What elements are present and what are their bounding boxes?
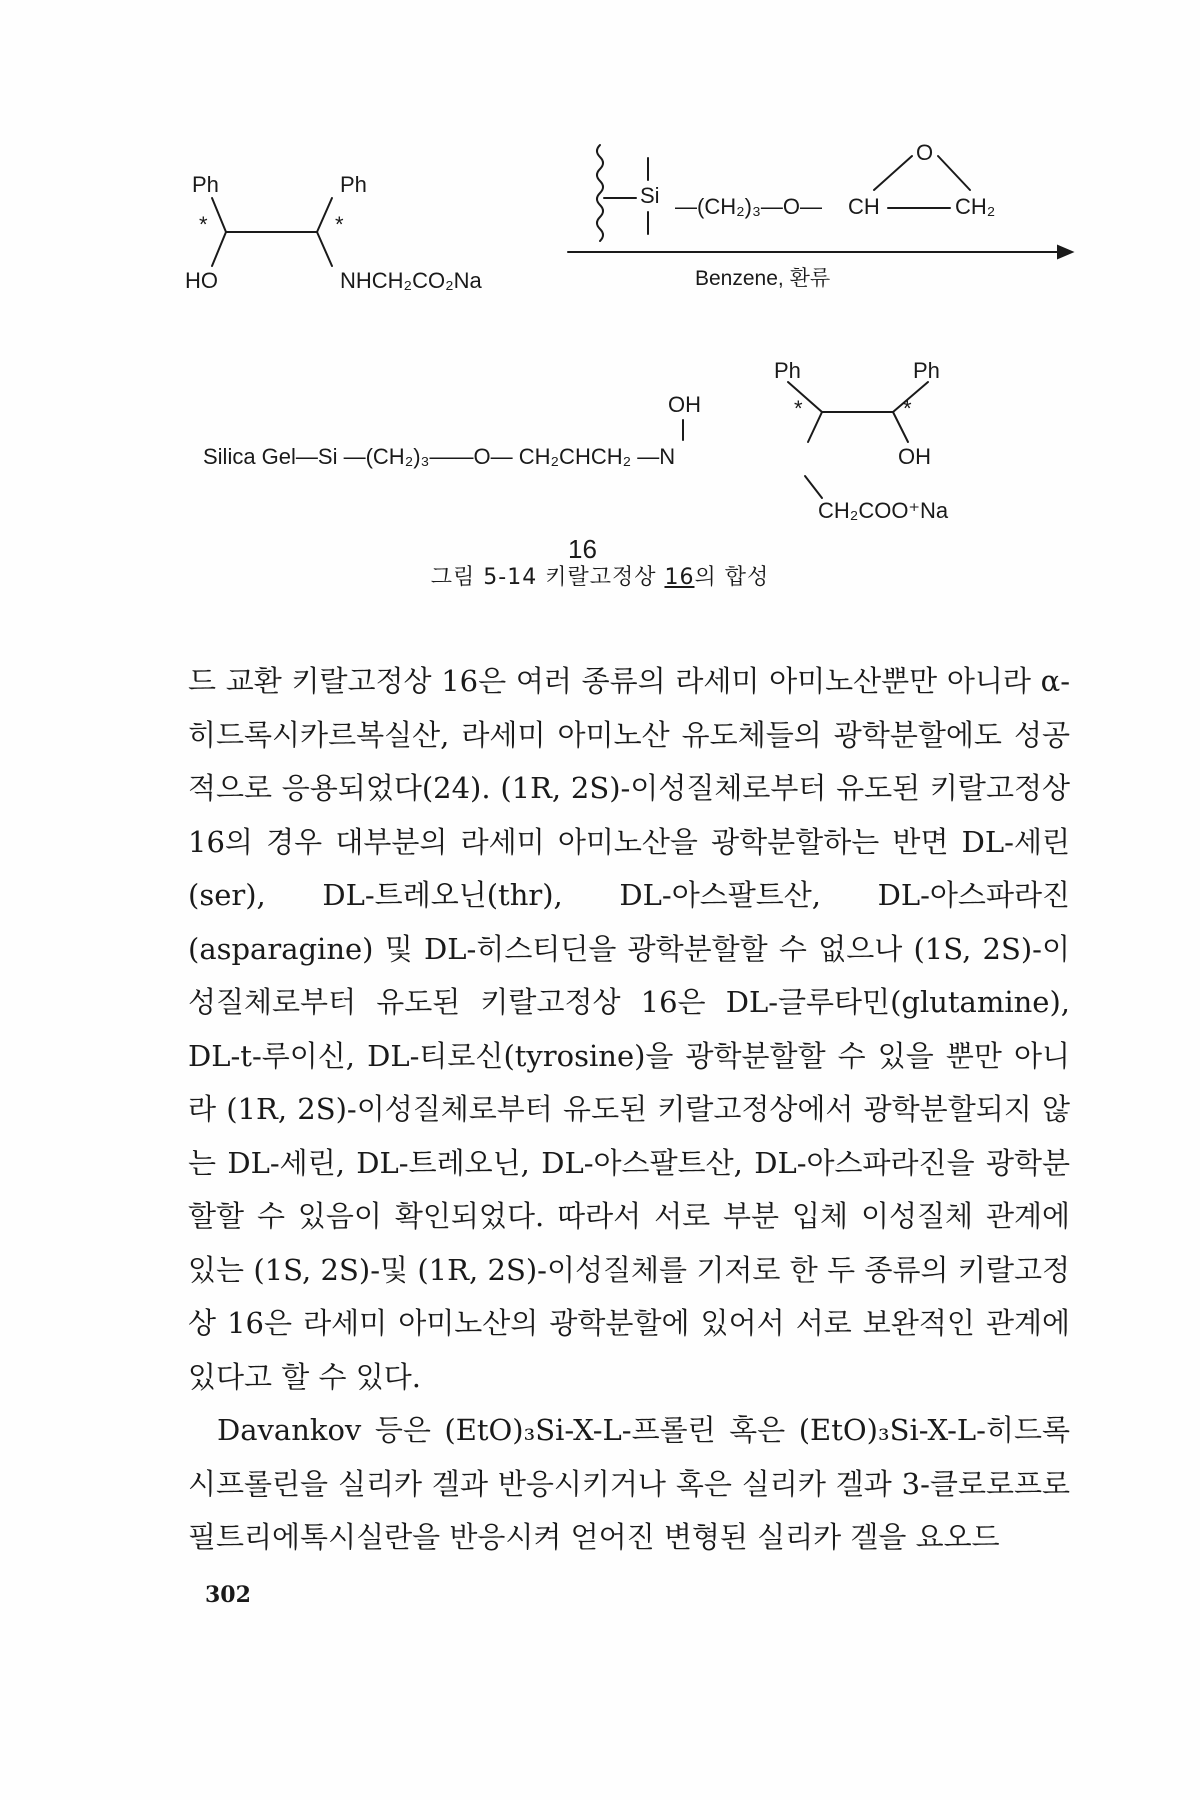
reactant-hydroxyl-bond [212, 232, 226, 266]
reagent-ch2: CH₂ [955, 194, 996, 219]
page-number: 302 [205, 1582, 251, 1608]
reactant-ph-right-bond [317, 198, 332, 232]
product-carboxylate-bond [805, 476, 822, 498]
figure-caption [0, 560, 1200, 591]
reactant-amine: NHCH₂CO₂Na [340, 268, 482, 293]
reagent-chain: —(CH₂)₃—O— [675, 194, 823, 219]
body-text [188, 655, 1070, 1565]
caption-prefix: 그림 5-14 키랄고정상 [430, 565, 665, 590]
paragraph-2: Davankov 등은 (EtO)₃Si-X-L-프롤린 혹은 (EtO)₃Si-X-L-히드록시프롤린을 실리카 겔과 반응시키거나 혹은 실리카 겔과 3-클로로프로필트리에톡시실란을 반응시켜 얻어진 변형된 실리카 겔을 요오드 [188, 1413, 1070, 1554]
product-support-chain: Silica Gel—Si —(CH₂)₃——O— CH₂CHCH₂ —N [203, 444, 676, 469]
epoxide-left-bond [874, 156, 912, 190]
product-star-left: * [794, 396, 803, 421]
reactant-ph-left-bond [212, 198, 226, 232]
product-ph-left: Ph [774, 358, 801, 383]
paragraph-1: 드 교환 키랄고정상 16은 여러 종류의 라세미 아미노산뿐만 아니라 α-히드록시카르복실산, 라세미 아미노산 유도체들의 광학분할에도 성공적으로 응용되었다(24). (1R, 2S)-이성질체로부터 유도된 키랄고정상 16의 경우 대부분의 라세미 아미노산을 광학분할하는 반면 DL-세린(ser), DL-트레오닌(thr), DL-아스팔트산, DL-아스파라진(asparagine) 및 DL-히스티딘을 광학분할할 수 없으나 (1S, 2S)-이성질체로부터 유도된 키랄고정상 16은 DL-글루타민(glutamine), DL-t-루이신, DL-티로신(tyrosine)을 광학분할할 수 있을 뿐만 아니라 (1R, 2S)-이성질체로부터 유도된 키랄고정상에서 광학분할되지 않는 DL-세린, DL-트레오닌, DL-아스팔트산, DL-아스파라진을 광학분할할 수 있음이 확인되었다. 따라서 서로 부분 입체 이성질체 관계에 있는 (1S, 2S)-및 (1R, 2S)-이성질체를 기저로 한 두 종류의 키랄고정상 16은 라세미 아미노산의 광학분할에 있어서 서로 보완적인 관계에 있다고 할 수 있다. [188, 664, 1070, 1394]
product-ph-right: Ph [913, 358, 940, 383]
reactant-amine-bond [317, 232, 332, 266]
reagent-ch: CH [848, 194, 880, 219]
surface-wavy-line [597, 145, 603, 241]
product-hydroxyl-bottom: OH [898, 444, 931, 469]
product-nitrogen-bond [808, 412, 822, 442]
reagent-silicon: Si [640, 183, 660, 208]
reaction-diagram [0, 0, 1200, 620]
product-hydroxyl-top: OH [668, 392, 701, 417]
product-star-right: * [903, 396, 912, 421]
reactant-hydroxyl: HO [185, 268, 218, 293]
caption-suffix: 의 합성 [694, 565, 770, 590]
reactant-ph-right: Ph [340, 172, 367, 197]
synthesis-scheme [0, 0, 1200, 620]
reactant-ph-left: Ph [192, 172, 219, 197]
reactant-star-left: * [199, 212, 208, 237]
reagent-epoxide-oxygen: O [916, 140, 934, 165]
product-carboxylate: CH₂COO⁺Na [818, 498, 949, 523]
caption-compound-number: 16 [664, 565, 695, 590]
reactant-star-right: * [335, 212, 344, 237]
epoxide-right-bond [938, 156, 970, 190]
reaction-arrowhead [1058, 246, 1072, 258]
compound-number: 16 [568, 534, 597, 564]
reaction-condition: Benzene, 환류 [695, 267, 831, 290]
